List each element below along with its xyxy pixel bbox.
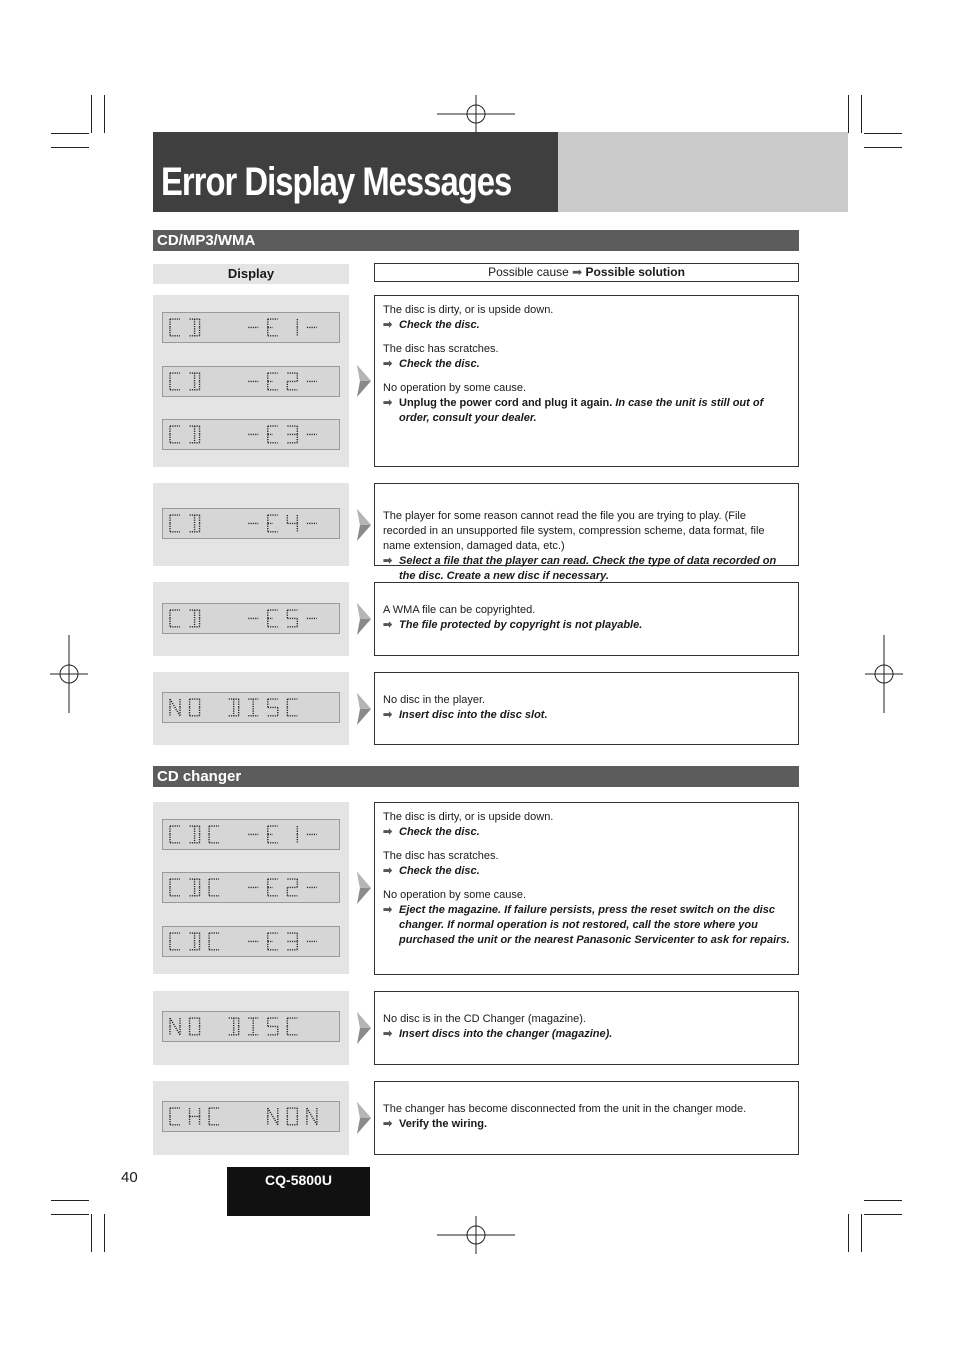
- cause-solution-entry: [383, 1012, 790, 1042]
- cause-solution-box: [374, 991, 799, 1065]
- cause-solution-entry: [383, 810, 790, 840]
- pointer-arrow-icon: [357, 365, 371, 397]
- possible-cause: No disc in the player.: [383, 694, 486, 706]
- pointer-arrow-icon: [357, 603, 371, 635]
- possible-solution: [383, 903, 790, 948]
- pointer-arrow-icon: [357, 693, 371, 725]
- pointer-arrow-icon: [357, 509, 371, 541]
- solution-text: Insert disc into the disc slot.: [399, 709, 548, 721]
- arrow-icon: ➡: [383, 1028, 393, 1040]
- display-panel: [153, 582, 349, 656]
- possible-cause: The player for some reason cannot read the file you are trying to play. (File recorded in an unsupported file system, compression scheme, data format, file name extension, damaged data, etc.): [383, 510, 765, 552]
- possible-solution: [383, 554, 790, 584]
- cause-solution-entry: [383, 381, 790, 426]
- arrow-icon: ➡: [383, 865, 393, 877]
- registration-mark-icon: [437, 95, 515, 133]
- cause-label: Possible cause: [488, 265, 569, 279]
- possible-solution: [383, 396, 790, 426]
- lcd-display: [162, 692, 340, 723]
- possible-cause: The changer has become disconnected from the unit in the changer mode.: [383, 1103, 747, 1115]
- lcd-display: [162, 508, 340, 539]
- solution-text: Check the disc.: [399, 865, 480, 877]
- column-header-display: Display: [153, 264, 349, 284]
- page-title: Error Display Messages: [161, 160, 512, 204]
- cause-solution-entry: [383, 342, 790, 372]
- possible-solution: [383, 1117, 790, 1132]
- cause-solution-entry: [383, 888, 790, 948]
- display-panel: [153, 295, 349, 467]
- arrow-icon: ➡: [383, 397, 393, 409]
- cause-solution-box: [374, 582, 799, 656]
- page-number: 40: [121, 1169, 138, 1186]
- cause-solution-entry: [383, 693, 790, 723]
- arrow-icon: ➡: [383, 619, 393, 631]
- cause-solution-entry: [383, 303, 790, 333]
- cause-solution-box: [374, 802, 799, 975]
- possible-solution: [383, 825, 790, 840]
- solution-text: Select a file that the player can read. Check the type of data recorded on the disc. Create a new disc if necessary.: [399, 555, 777, 582]
- lcd-display: [162, 419, 340, 450]
- lcd-display: [162, 1011, 340, 1042]
- possible-cause: A WMA file can be copyrighted.: [383, 604, 536, 616]
- section-title-cd-mp3-wma: CD/MP3/WMA: [153, 230, 799, 251]
- registration-mark-icon: [865, 635, 903, 713]
- possible-solution: [383, 618, 790, 633]
- solution-text: In case the unit is still out of order, consult your dealer.: [399, 397, 764, 424]
- cause-solution-entry: [383, 849, 790, 879]
- pointer-arrow-icon: [357, 872, 371, 904]
- arrow-icon: ➡: [383, 904, 393, 916]
- pointer-arrow-icon: [357, 1102, 371, 1134]
- possible-cause: No operation by some cause.: [383, 889, 527, 901]
- lcd-display: [162, 819, 340, 850]
- registration-mark-icon: [437, 1216, 515, 1254]
- solution-text: Check the disc.: [399, 358, 480, 370]
- lcd-display: [162, 872, 340, 903]
- possible-solution: [383, 318, 790, 333]
- display-panel: [153, 991, 349, 1065]
- possible-cause: No operation by some cause.: [383, 382, 527, 394]
- display-panel: [153, 483, 349, 566]
- solution-text: Check the disc.: [399, 826, 480, 838]
- possible-solution: [383, 708, 790, 723]
- arrow-icon: ➡: [383, 1118, 393, 1130]
- cause-solution-entry: [383, 603, 790, 633]
- solution-text-plain: Unplug the power cord and plug it again.: [399, 397, 613, 409]
- cause-solution-entry: [383, 509, 790, 584]
- solution-label: Possible solution: [585, 265, 685, 279]
- cause-solution-entry: [383, 1102, 790, 1132]
- title-banner-accent: [558, 132, 848, 212]
- arrow-icon: ➡: [383, 319, 393, 331]
- possible-solution: [383, 1027, 790, 1042]
- cause-solution-box: [374, 1081, 799, 1155]
- solution-text: Insert discs into the changer (magazine).: [399, 1028, 613, 1040]
- possible-cause: The disc has scratches.: [383, 343, 499, 355]
- arrow-icon: ➡: [383, 358, 393, 370]
- lcd-display: [162, 366, 340, 397]
- model-name: CQ-5800U: [227, 1167, 370, 1216]
- cause-solution-box: [374, 295, 799, 467]
- lcd-display: [162, 312, 340, 343]
- column-header-cause-solution: [374, 263, 799, 282]
- arrow-icon: ➡: [383, 555, 393, 567]
- solution-text: Eject the magazine. If failure persists, press the reset switch on the disc changer. If normal operation is not restored, call the store where you purchased the unit or the nearest Panasonic Servicenter to ask for repairs.: [399, 904, 790, 946]
- possible-solution: [383, 357, 790, 372]
- pointer-arrow-icon: [357, 1012, 371, 1044]
- cause-solution-box: [374, 483, 799, 582]
- display-panel: [153, 1081, 349, 1155]
- lcd-display: [162, 926, 340, 957]
- arrow-icon: ➡: [572, 265, 583, 279]
- lcd-display: [162, 1101, 340, 1132]
- possible-cause: The disc is dirty, or is upside down.: [383, 811, 554, 823]
- display-panel: [153, 802, 349, 974]
- registration-mark-icon: [50, 635, 88, 713]
- solution-text: The file protected by copyright is not playable.: [399, 619, 643, 631]
- solution-text: Check the disc.: [399, 319, 480, 331]
- solution-text-plain: Verify the wiring.: [399, 1118, 488, 1130]
- possible-cause: The disc is dirty, or is upside down.: [383, 304, 554, 316]
- arrow-icon: ➡: [383, 826, 393, 838]
- section-title-cd-changer: CD changer: [153, 766, 799, 787]
- lcd-display: [162, 603, 340, 634]
- cause-solution-box: [374, 672, 799, 745]
- possible-cause: No disc is in the CD Changer (magazine).: [383, 1013, 586, 1025]
- display-panel: [153, 672, 349, 745]
- possible-cause: The disc has scratches.: [383, 850, 499, 862]
- possible-solution: [383, 864, 790, 879]
- arrow-icon: ➡: [383, 709, 393, 721]
